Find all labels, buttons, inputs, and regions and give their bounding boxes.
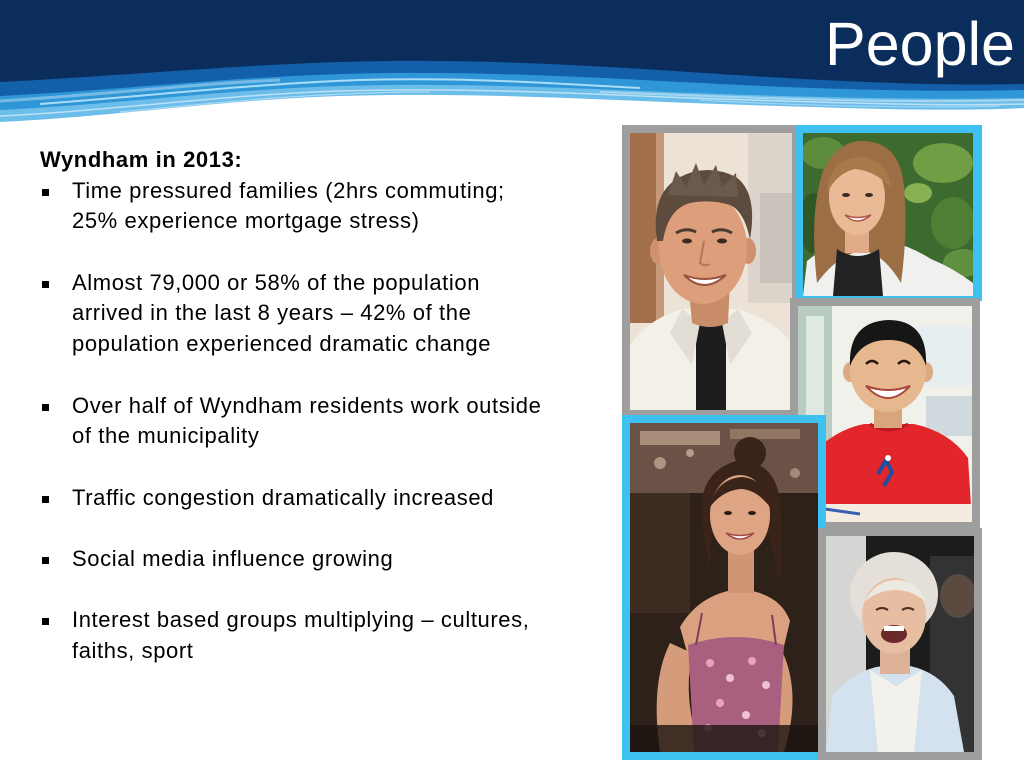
bullet-text-line: Interest based groups multiplying – cultures, (72, 607, 530, 633)
square-bullet-icon (42, 557, 49, 564)
bullet-text-line: faiths, sport (72, 638, 194, 663)
bullet-text-line: Social media influence growing (72, 545, 394, 571)
list-item (40, 176, 600, 237)
bullet-text-line: arrived in the last 8 years – 42% of the (72, 300, 472, 326)
bullet-text-line: of the municipality (72, 423, 260, 449)
square-bullet-icon (42, 404, 49, 411)
photo-frame (622, 415, 826, 760)
list-item (40, 391, 600, 452)
square-bullet-icon (42, 618, 49, 625)
list-item (40, 268, 600, 360)
photo-young-woman (630, 423, 818, 752)
photo-older-woman (826, 536, 974, 752)
slide-title: People (825, 10, 1015, 78)
list-item (40, 605, 600, 666)
bullet-text-line: Time pressured families (2hrs commuting; (72, 177, 505, 203)
bullet-list (40, 176, 600, 667)
photo-frame (622, 125, 795, 415)
section-heading: Wyndham in 2013: (40, 147, 243, 172)
bullet-text-line: population experienced dramatic change (72, 331, 492, 357)
list-item (40, 483, 600, 514)
square-bullet-icon (42, 281, 49, 288)
photo-frame (818, 528, 982, 760)
photo-smiling-man (630, 133, 792, 410)
body-text (40, 145, 600, 667)
square-bullet-icon (42, 189, 49, 196)
bullet-text-line: Over half of Wyndham residents work outside (72, 392, 542, 418)
bullet-text-line: Traffic congestion dramatically increased (72, 484, 495, 510)
bullet-text-line: 25% experience mortgage stress) (72, 208, 420, 234)
bullet-text-line: Almost 79,000 or 58% of the population (72, 269, 481, 295)
photo-frame (795, 125, 982, 301)
photo-smiling-woman (803, 133, 973, 296)
square-bullet-icon (42, 496, 49, 503)
list-item (40, 544, 600, 575)
